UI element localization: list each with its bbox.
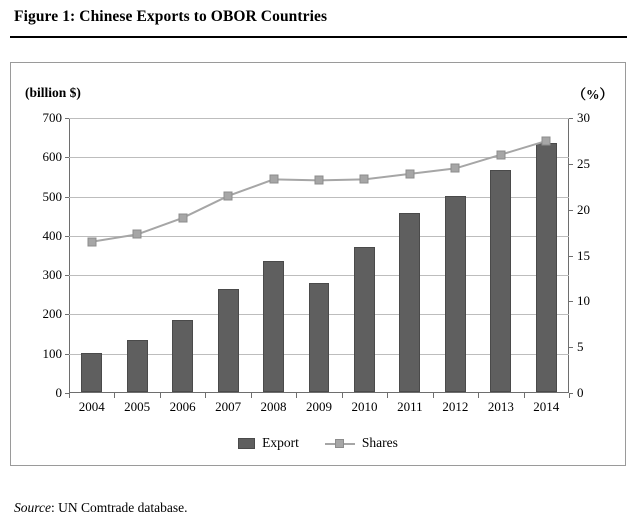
line-marker-2012: [451, 164, 460, 173]
y-axis-left-tick-label: 600: [42, 149, 62, 165]
line-marker-2006: [178, 213, 187, 222]
x-axis-tick-label: 2010: [351, 399, 378, 414]
line-marker-2013: [496, 150, 505, 159]
x-axis-tick-mark: [205, 393, 206, 398]
source-text: : UN Comtrade database.: [51, 500, 188, 515]
y-axis-right-tick-label: 5: [577, 339, 584, 355]
legend-item-shares: [325, 435, 398, 451]
line-marker-2007: [224, 191, 233, 200]
legend-item-export: [238, 435, 299, 451]
y-axis-left-tick-label: 100: [42, 345, 62, 361]
figure-source: [14, 500, 187, 516]
y-axis-right-tick-label: 30: [577, 110, 590, 125]
plot-area: [42, 110, 590, 414]
y-axis-right-tick-mark: [569, 347, 573, 348]
legend-label-export: Export: [262, 435, 299, 450]
right-axis-unit-label: （%）: [572, 87, 613, 102]
x-axis-tick-label: 2009: [306, 399, 332, 414]
x-axis-tick-label: 2013: [487, 399, 514, 414]
shares-line: [69, 118, 569, 393]
x-axis-tick-label: 2014: [533, 399, 560, 414]
x-axis-tick-mark: [342, 393, 343, 398]
y-axis-right-tick-mark: [569, 118, 573, 119]
legend-label-shares: Shares: [361, 435, 398, 450]
source-label: Source: [14, 500, 51, 515]
y-axis-left-tick-label: 300: [42, 267, 62, 283]
x-axis-tick-label: 2007: [215, 399, 242, 414]
y-axis-left-tick-label: 200: [42, 306, 62, 322]
y-axis-left-tick-label: 400: [42, 227, 62, 243]
y-axis-right-tick-mark: [569, 164, 573, 165]
x-axis-tick-mark: [69, 393, 70, 398]
line-marker-2010: [360, 175, 369, 184]
x-axis-tick-mark: [478, 393, 479, 398]
x-axis-tick-label: 2011: [397, 399, 423, 414]
y-axis-left-tick-label: 700: [42, 110, 62, 125]
x-axis-tick-mark: [387, 393, 388, 398]
x-axis-tick-mark: [296, 393, 297, 398]
x-axis-tick-mark: [569, 393, 570, 398]
line-marker-2008: [269, 175, 278, 184]
y-axis-right-tick-mark: [569, 256, 573, 257]
x-axis-tick-label: 2008: [260, 399, 287, 414]
x-axis-tick-label: 2004: [78, 399, 105, 414]
legend-swatch-line-icon: [325, 438, 355, 449]
left-axis-unit-label: (billion $): [25, 85, 81, 100]
x-axis-tick-mark: [251, 393, 252, 398]
x-axis-tick-label: 2005: [124, 399, 151, 414]
x-axis-tick-mark: [160, 393, 161, 398]
x-axis-tick-mark: [524, 393, 525, 398]
x-axis-tick-mark: [433, 393, 434, 398]
y-axis-right-tick-label: 0: [577, 385, 584, 400]
x-axis-tick-label: 2006: [169, 399, 196, 414]
legend-swatch-bar-icon: [238, 438, 255, 449]
title-divider: [10, 36, 627, 38]
y-axis-right-tick-mark: [569, 301, 573, 302]
y-axis-right-tick-label: 25: [577, 155, 590, 171]
y-axis-right-tick-label: 10: [577, 293, 590, 309]
line-marker-2005: [133, 230, 142, 239]
figure-title: Figure 1: Chinese Exports to OBOR Countries: [14, 8, 328, 25]
y-axis-left-tick-label: 500: [42, 188, 62, 204]
y-axis-left-tick-label: 0: [55, 385, 62, 400]
line-marker-2004: [87, 237, 96, 246]
y-axis-right-tick-label: 15: [577, 247, 590, 263]
x-axis-tick-label: 2012: [442, 399, 469, 414]
line-marker-2014: [542, 136, 551, 145]
line-marker-2009: [315, 176, 324, 185]
y-axis-right-tick-label: 20: [577, 201, 590, 217]
y-axis-right-tick-mark: [569, 210, 573, 211]
chart-container: [10, 62, 626, 466]
line-marker-2011: [405, 169, 414, 178]
chart-legend: [11, 435, 625, 451]
x-axis-tick-mark: [114, 393, 115, 398]
